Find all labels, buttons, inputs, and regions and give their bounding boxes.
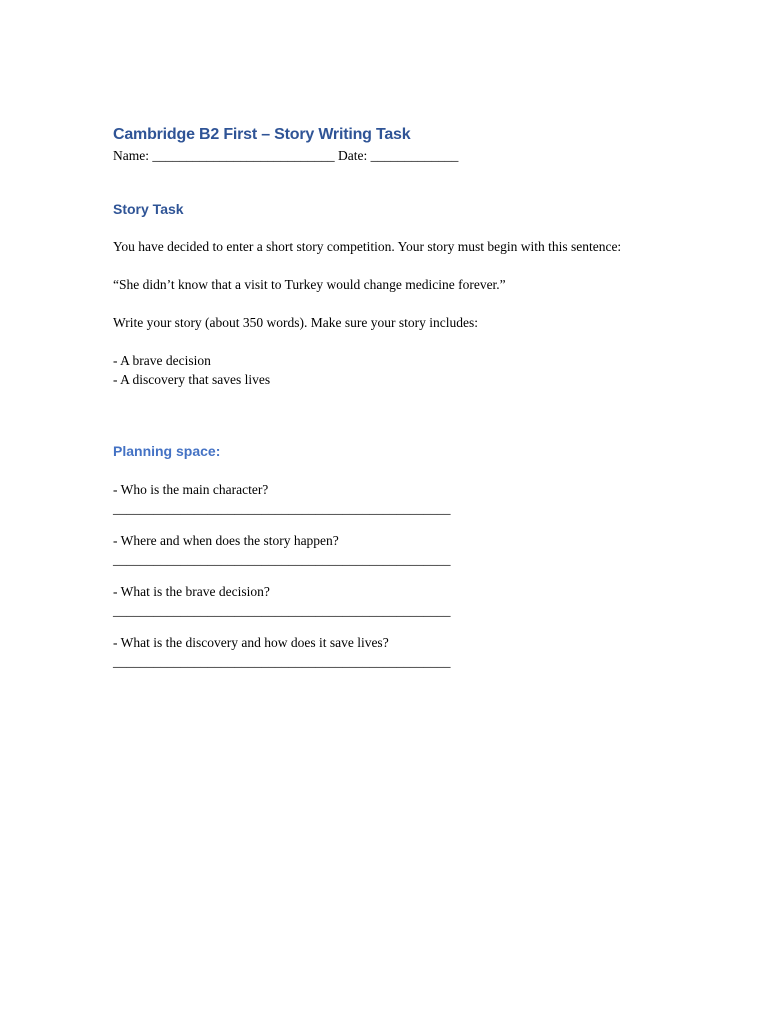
planning-question: - Where and when does the story happen? [113, 533, 339, 548]
document-body [113, 124, 653, 671]
name-date-line: Name: ___________________________ Date: _____________ [113, 148, 459, 163]
requirement-item: - A discovery that saves lives [113, 372, 271, 387]
requirements-list [113, 351, 653, 389]
story-task-intro: You have decided to enter a short story competition. Your story must begin with this sentence: [113, 239, 622, 254]
planning-question: - Who is the main character? [113, 482, 269, 497]
planning-question-block [113, 582, 653, 620]
story-instruction: Write your story (about 350 words). Make sure your story includes: [113, 315, 479, 330]
planning-question-block [113, 633, 653, 671]
planning-question-block [113, 480, 653, 518]
answer-line[interactable]: __________________________________________________ [113, 552, 451, 567]
planning-question: - What is the brave decision? [113, 584, 270, 599]
planning-question-block [113, 531, 653, 569]
document-title: Cambridge B2 First – Story Writing Task [113, 126, 411, 143]
planning-question: - What is the discovery and how does it save lives? [113, 635, 389, 650]
answer-line[interactable]: __________________________________________________ [113, 501, 451, 516]
opening-sentence: “She didn’t know that a visit to Turkey would change medicine forever.” [113, 277, 506, 292]
answer-line[interactable]: __________________________________________________ [113, 603, 451, 618]
answer-line[interactable]: __________________________________________________ [113, 654, 451, 669]
planning-heading: Planning space: [113, 443, 221, 459]
story-task-heading: Story Task [113, 201, 184, 217]
requirement-item: - A brave decision [113, 353, 211, 368]
